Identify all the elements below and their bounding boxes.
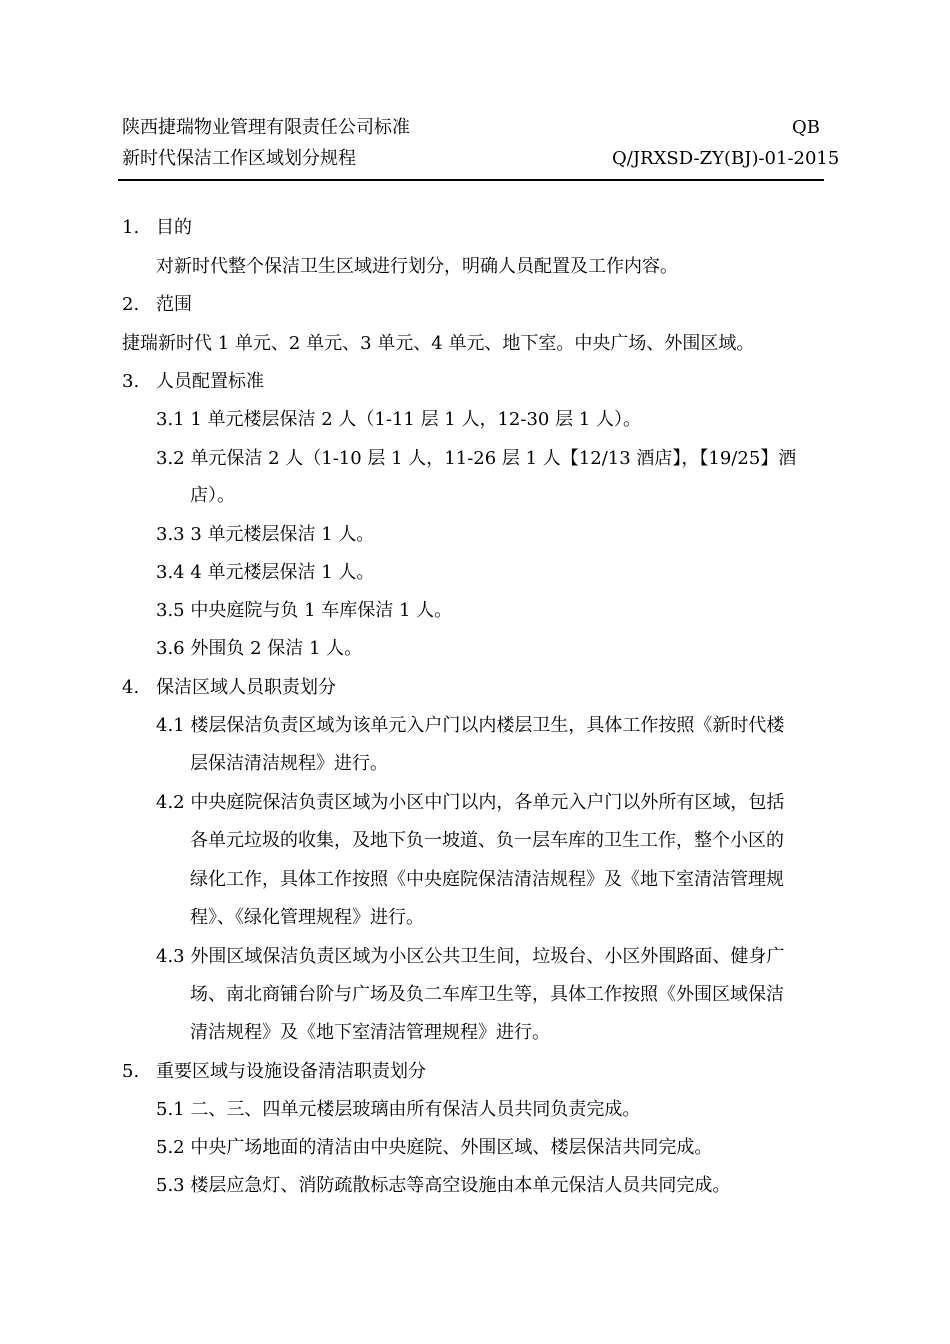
section-title: 目的 [156, 217, 192, 238]
section-heading [122, 676, 336, 700]
list-item-continuation: 店）。 [190, 485, 235, 506]
list-item: 3.3 3 单元楼层保洁 1 人。 [156, 524, 375, 545]
company-standard-name: 陕西捷瑞物业管理有限责任公司标准 [122, 117, 410, 138]
list-item: 3.5 中央庭院与负 1 车库保洁 1 人。 [156, 600, 453, 621]
section-heading [122, 293, 192, 317]
section-title: 保洁区域人员职责划分 [156, 677, 336, 698]
section-text: 对新时代整个保洁卫生区域进行划分，明确人员配置及工作内容。 [156, 256, 678, 277]
list-item-continuation: 各单元垃圾的收集，及地下负一坡道、负一层车库的卫生工作，整个小区的 [190, 830, 784, 851]
list-item: 4.1 楼层保洁负责区域为该单元入户门以内楼层卫生，具体工作按照《新时代楼 [156, 715, 785, 736]
section-heading [122, 216, 192, 240]
list-item: 5.1 二、三、四单元楼层玻璃由所有保洁人员共同负责完成。 [156, 1099, 641, 1120]
document-title: 新时代保洁工作区域划分规程 [122, 148, 356, 169]
section-number: 5. [122, 1061, 140, 1082]
section-heading [122, 1060, 426, 1084]
section-number: 3. [122, 371, 140, 392]
list-item: 4.3 外围区域保洁负责区域为小区公共卫生间，垃圾台、小区外围路面、健身广 [156, 946, 785, 967]
list-item-continuation: 场、南北商铺台阶与广场及负二车库卫生等，具体工作按照《外围区域保洁 [190, 984, 784, 1005]
list-item: 4.2 中央庭院保洁负责区域为小区中门以内，各单元入户门以外所有区域，包括 [156, 792, 785, 813]
section-title: 范围 [156, 294, 192, 315]
list-item: 3.6 外围负 2 保洁 1 人。 [156, 638, 363, 659]
list-item: 3.2 单元保洁 2 人（1-10 层 1 人，11-26 层 1 人【12/13 酒店】，【19/25】酒 [156, 448, 797, 469]
section-text: 捷瑞新时代 1 单元、2 单元、3 单元、4 单元、地下室。中央广场、外围区域。 [122, 333, 755, 354]
section-number: 4. [122, 677, 140, 698]
document-number: Q/JRXSD-ZY(BJ)-01-2015 [612, 148, 840, 169]
section-heading [122, 370, 264, 394]
list-item: 5.3 楼层应急灯、消防疏散标志等高空设施由本单元保洁人员共同完成。 [156, 1175, 731, 1196]
section-title: 重要区域与设施设备清洁职责划分 [156, 1061, 426, 1082]
section-number: 1. [122, 217, 140, 238]
list-item-continuation: 绿化工作，具体工作按照《中央庭院保洁清洁规程》及《地下室清洁管理规 [190, 869, 784, 890]
standard-code: QB [792, 117, 820, 138]
section-title: 人员配置标准 [156, 371, 264, 392]
list-item-continuation: 程》、《绿化管理规程》进行。 [190, 907, 424, 928]
header-divider [118, 179, 824, 181]
section-number: 2. [122, 294, 140, 315]
list-item: 3.1 1 单元楼层保洁 2 人（1-11 层 1 人，12-30 层 1 人）。 [156, 409, 641, 430]
list-item: 5.2 中央广场地面的清洁由中央庭院、外围区域、楼层保洁共同完成。 [156, 1137, 713, 1158]
list-item-continuation: 清洁规程》及《地下室清洁管理规程》进行。 [190, 1022, 550, 1043]
list-item: 3.4 4 单元楼层保洁 1 人。 [156, 562, 375, 583]
list-item-continuation: 层保洁清洁规程》进行。 [190, 753, 388, 774]
